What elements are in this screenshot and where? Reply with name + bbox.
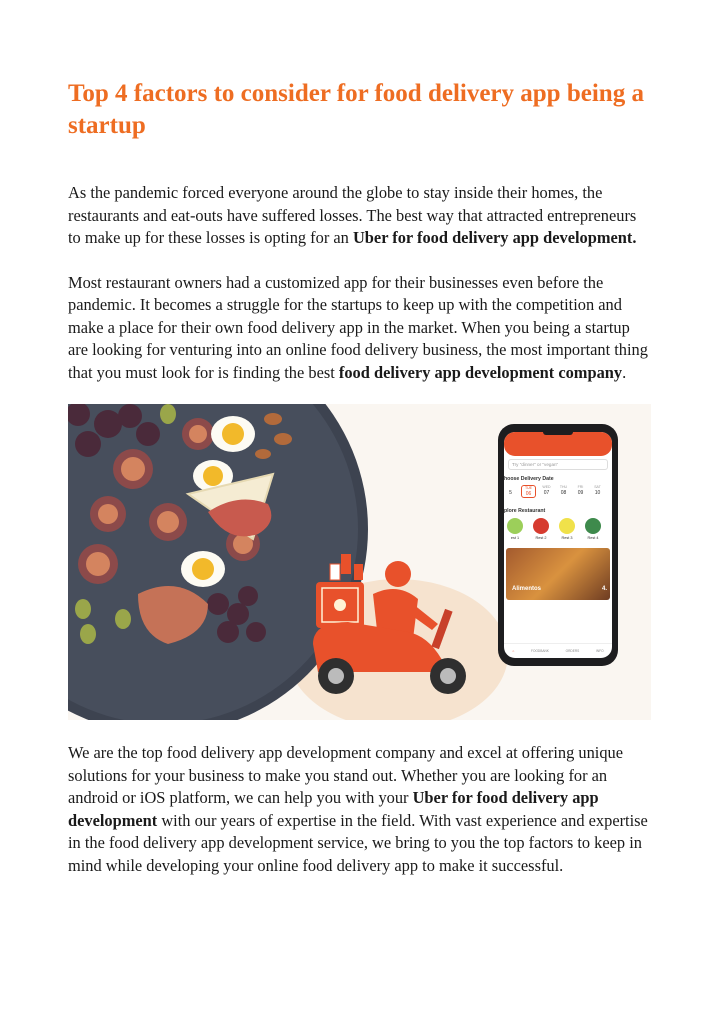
third-tail: with our years of expertise in the field. With vast experience and expertise in the food delivery app development service, we bring to you the top factors to keep in mind while developing your online food delivery app to make it successful. (68, 810, 648, 875)
intro-text: As the pandemic forced everyone around the globe to stay inside their homes, the restaurants and eat-outs have suffered losses. The best way that attracted entrepreneurs to make up for these losses is opting for an (68, 183, 637, 247)
phone-banner-name: Alimentos (512, 586, 542, 592)
phone-restaurant-row (504, 518, 612, 540)
second-paragraph (68, 272, 653, 385)
phone-nav-foodbank[interactable]: FOODBANK (531, 649, 549, 653)
phone-banner-rating: 4. (601, 586, 607, 592)
document-page (68, 78, 653, 877)
hero-illustration (68, 404, 651, 720)
phone-date-1[interactable]: TUE 06 (521, 485, 536, 498)
phone-date-3[interactable]: THU 08 (559, 485, 568, 496)
phone-restaurant-1[interactable]: Rest 2 (532, 518, 550, 540)
second-bold: food delivery app development company (338, 362, 623, 382)
phone-date-row (504, 485, 612, 498)
home-icon: ⌂ (512, 649, 515, 653)
intro-paragraph (68, 182, 653, 250)
phone-search-placeholder: Try "dinner" or "vegan" (512, 462, 559, 467)
page-title: Top 4 factors to consider for food delivery app being a startup (68, 80, 644, 139)
phone-search-input[interactable] (508, 459, 608, 470)
third-bold: Uber for food delivery app development (68, 788, 599, 830)
phone-date-0[interactable]: 5 (509, 490, 512, 496)
phone-bottom-nav (504, 643, 612, 658)
second-tail: . (622, 362, 627, 382)
phone-date-2[interactable]: WED 07 (542, 485, 551, 496)
phone-nav-home[interactable] (512, 649, 514, 653)
third-paragraph (68, 742, 653, 877)
phone-restaurant-0[interactable]: est 1 (506, 518, 524, 540)
phone-restaurant-banner[interactable] (506, 548, 610, 600)
phone-date-4[interactable]: FRI 09 (577, 485, 584, 496)
phone-nav-orders[interactable]: ORDERS (565, 649, 580, 653)
phone-date-5[interactable]: SAT 10 (594, 485, 601, 496)
intro-bold: Uber for food delivery app development. (352, 228, 637, 247)
phone-screen (504, 456, 612, 658)
phone-explore-heading: plore Restaurant (504, 508, 546, 514)
phone-restaurant-3[interactable]: Rest 4 (584, 518, 602, 540)
phone-delivery-heading: hoose Delivery Date (504, 476, 554, 482)
third-text: We are the top food delivery app development company and excel at offering unique solutions for your business to make you stand out. Whether you are looking for an android or iOS platform, we can help you with your (68, 743, 623, 807)
second-text: Most restaurant owners had a customized app for their businesses even before the pandemic. It becomes a struggle for the startups to keep up with the competition and make a place for their own food delivery app in the market. When you being a startup are looking for venturing into an online food delivery business, the most important thing that you must look for is finding the best (68, 272, 648, 382)
phone-restaurant-2[interactable]: Rest 3 (558, 518, 576, 540)
phone-nav-info[interactable]: INFO (595, 649, 604, 653)
